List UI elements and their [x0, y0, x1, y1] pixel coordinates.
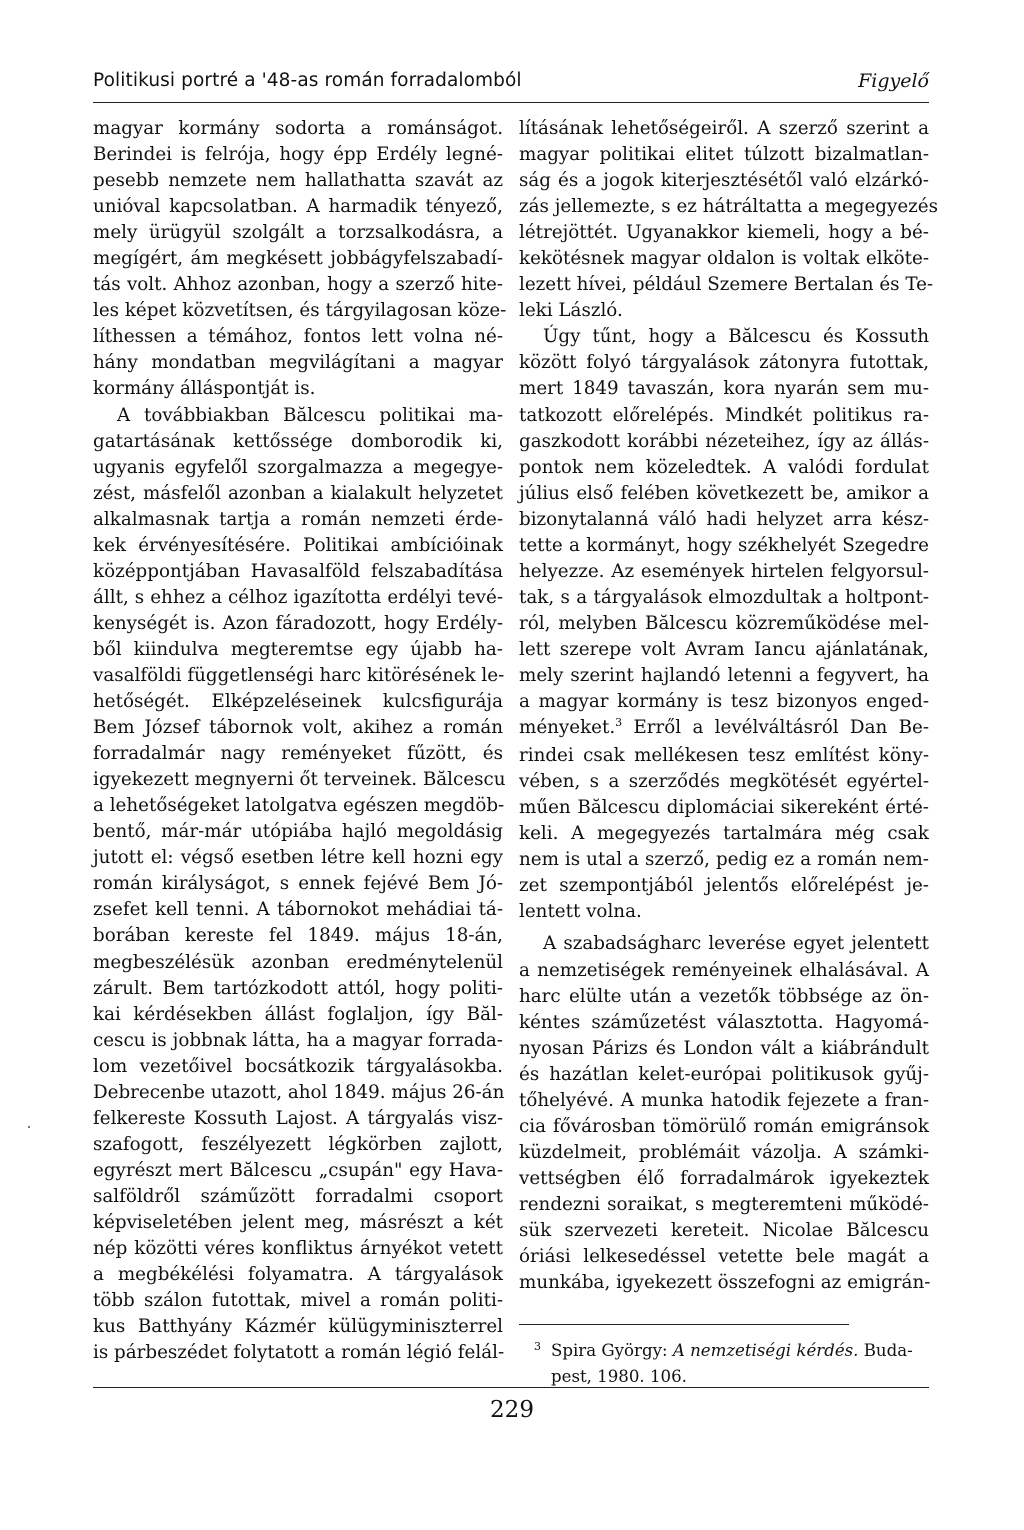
text-line: rindei csak mellékesen tesz említést köny-	[519, 745, 929, 767]
text-line: kéntes száműzetést választotta. Hagyomá-	[519, 1011, 929, 1033]
text-line: a magyar kormány is tesz bizonyos enged-	[519, 691, 929, 713]
text-line: kormány álláspontját is.	[93, 378, 316, 400]
text-line: több szálon futottak, mivel a román politi-	[93, 1290, 503, 1312]
text-line: Debrecenbe utazott, ahol 1849. május 26-án	[93, 1081, 505, 1103]
text-line: keli. A megegyezés tartalmára még csak	[519, 823, 929, 845]
text-line: megígért, ám megkésett jobbágyfelszabadí-	[93, 248, 503, 270]
text-line: ből kiindulva megteremtse egy újabb ha-	[93, 638, 503, 660]
text-line: pontok nem közeledtek. A valódi fordulat	[519, 456, 929, 478]
text-line: Berindei is felrója, hogy épp Erdély legné-	[93, 144, 503, 166]
section-name: Figyelő	[858, 70, 929, 92]
text-line: magyar politikai elitet túlzott bizalmatlan-	[519, 144, 929, 166]
text-line: a megbékélési folyamatra. A tárgyalások	[93, 1264, 503, 1286]
text-fragment: Erről a levélváltásról Dan Be-	[622, 717, 929, 739]
text-line: jutott el: végső esetben létre kell hozni egy	[93, 847, 503, 869]
text-line: zárult. Bem tartózkodott attól, hogy politi-	[93, 977, 503, 999]
footnote-line: pest, 1980. 106.	[551, 1367, 687, 1386]
text-line: kus Batthyány Kázmér külügyminiszterrel	[93, 1316, 503, 1338]
text-fragment: ményeket.	[519, 717, 616, 739]
text-line: A továbbiakban Bălcescu politikai ma-	[117, 404, 503, 426]
text-line: hetőségét. Elképzeléseinek kulcsfigurája	[93, 691, 503, 713]
text-line: vettségben élő forradalmárok igyekeztek	[519, 1167, 929, 1189]
text-line: forradalmár nagy reményeket fűzött, és	[93, 743, 503, 765]
text-line: zsefet kell tenni. A tábornokot mehádiai tá-	[93, 899, 503, 921]
text-line: kekötésnek magyar oldalon is voltak elköte-	[519, 248, 929, 270]
text-line: mert 1849 tavaszán, kora nyarán sem mu-	[519, 378, 929, 400]
text-line: harc elülte után a vezetők többsége az ön-	[519, 985, 929, 1007]
text-line: vasalföldi függetlenségi harc kitörésének le-	[93, 664, 505, 686]
text-line: kek érvényesítésére. Politikai ambícióinak	[93, 534, 503, 556]
text-line: hány mondatban megvilágítani a magyar	[93, 352, 503, 374]
text-line: cescu is jobbnak látta, ha a magyar forrada-	[93, 1029, 503, 1051]
text-line: alkalmasnak tartja a román nemzeti érde-	[93, 508, 503, 530]
left-column	[93, 116, 507, 1366]
footnote	[519, 1339, 929, 1389]
text-line: bizonytalanná váló hadi helyzet arra kész-	[519, 508, 929, 530]
text-line: felkereste Kossuth Lajost. A tárgyalás visz-	[93, 1107, 503, 1129]
text-line: unióval kapcsolatban. A harmadik tényező,	[93, 196, 503, 218]
text-line: borában kereste fel 1849. május 18-án,	[93, 925, 503, 947]
text-line: megbeszélésük azonban eredménytelenül	[93, 951, 503, 973]
text-line: és hazátlan kelet-európai politikusok gyűj-	[519, 1063, 929, 1085]
text-line: A szabadságharc leverése egyet jelentett	[543, 933, 929, 955]
text-line: lett szerepe volt Avram Iancu ajánlatának,	[519, 638, 929, 660]
text-line: szafogott, feszélyezett légkörben zajlott,	[93, 1133, 503, 1155]
text-line: munkába, igyekezett összefogni az emigrán-	[519, 1272, 931, 1294]
text-line: rendezni soraikat, s megteremteni működé-	[519, 1193, 929, 1215]
text-line: mely ürügyül szolgált a torzsalkodásra, a	[93, 222, 503, 244]
text-line: zás jellemezte, s ez hátráltatta a megegyezés	[519, 196, 938, 218]
text-line: nép közötti véres konfliktus árnyékot vetett	[93, 1238, 503, 1260]
footnote-title: A nemzetiségi kérdés.	[672, 1341, 859, 1360]
text-line: állt, s ehhez a célhoz igazította erdélyi tevé-	[93, 586, 503, 608]
text-line: lentett volna.	[519, 901, 642, 923]
text-line: nyosan Párizs és London vált a kiábrándult	[519, 1037, 929, 1059]
text-line: is párbeszédet folytatott a román légió felál-	[93, 1342, 505, 1364]
text-line: nem is utal a szerző, pedig ez a román nem-	[519, 849, 929, 871]
text-line: képviseletében jelent meg, másrészt a két	[93, 1211, 503, 1233]
text-line: Úgy tűnt, hogy a Bălcescu és Kossuth	[543, 326, 929, 348]
text-line: középpontjában Havasalföld felszabadítása	[93, 560, 503, 582]
text-line: salföldről száműzött forradalmi csoport	[93, 1185, 503, 1207]
bottom-rule	[93, 1387, 929, 1388]
text-line: cia fővárosban tömörülő román emigránsok	[519, 1115, 929, 1137]
footnote-place: Buda-	[858, 1341, 913, 1360]
text-line: zést, másfelől azonban a kialakult helyzetet	[93, 482, 503, 504]
text-line: tatkozott előrelépés. Mindkét politikus ra-	[519, 404, 929, 426]
text-line: kai kérdésekben állást foglaljon, így Băl-	[93, 1003, 503, 1025]
text-line: pesebb nemzete nem hallathatta szavát az	[93, 170, 503, 192]
text-line: óriási lelkesedéssel vetette bele magát a	[519, 1246, 929, 1268]
text-line: igyekezett megnyerni őt terveinek. Bălcescu	[93, 769, 506, 791]
scan-speck	[28, 1126, 30, 1128]
text-line: sük szervezeti kereteit. Nicolae Bălcescu	[519, 1219, 929, 1241]
text-line: kenységét is. Azon fáradozott, hogy Erdély-	[93, 612, 503, 634]
text-line: gatartásának kettőssége domborodik ki,	[93, 430, 503, 452]
text-line: leki László.	[519, 300, 623, 322]
text-line: ugyanis egyfelől szorgalmazza a megegye-	[93, 456, 503, 478]
text-line: július első felében következett be, amikor a	[519, 482, 929, 504]
text-line: tás volt. Ahhoz azonban, hogy a szerző hite-	[93, 274, 503, 296]
text-line: Bem József tábornok volt, akihez a román	[93, 717, 503, 739]
text-line: líthessen a témához, fontos lett volna né-	[93, 326, 503, 348]
text-line: lításának lehetőségeiről. A szerző szerint a	[519, 118, 929, 139]
text-line: küzdelmeit, problémáit vázolja. A számki-	[519, 1141, 929, 1163]
text-line: mely szerint hajlandó letenni a fegyvert, ha	[519, 664, 929, 686]
text-line: tette a kormányt, hogy székhelyét Szegedre	[519, 534, 929, 556]
page-number: 229	[490, 1397, 534, 1423]
text-line: a lehetőségeket latolgatva egészen megdöb-	[93, 795, 505, 817]
text-line: gaszkodott korábbi nézeteihez, így az állás-	[519, 430, 929, 452]
text-line: műen Bălcescu diplomáciai sikereként érté-	[519, 797, 929, 819]
running-title: Politikusi portré a '48-as román forradalomból	[93, 70, 522, 91]
text-line: létrejöttét. Ugyanakkor kiemeli, hogy a bé-	[519, 222, 929, 244]
text-line: ság és a jogok kiterjesztésétől való elzárkó-	[519, 170, 929, 192]
text-line: tak, s a tárgyalások elmozdultak a holtpont-	[519, 586, 929, 608]
text-line: között folyó tárgyalások zátonyra futottak,	[519, 352, 929, 374]
text-line: les képet közvetítsen, és tárgyilagosan köze-	[93, 300, 507, 322]
text-line: lom vezetőivel bocsátkozik tárgyalásokba.	[93, 1055, 503, 1077]
text-line: román királyságot, s ennek fejévé Bem Jó-	[93, 873, 503, 895]
text-line: magyar kormány sodorta a románságot.	[93, 118, 503, 139]
footnote-line	[519, 1339, 929, 1365]
running-header	[93, 70, 929, 103]
text-line: helyezze. Az események hirtelen felgyorsul-	[519, 560, 929, 582]
text-line: egyrészt mert Bălcescu „csupán" egy Hava-	[93, 1159, 503, 1181]
text-line: zet szempontjából jelentős előrelépést je-	[519, 875, 929, 897]
footnote-author: Spira György:	[551, 1341, 673, 1360]
footnote-number: 3	[534, 1340, 541, 1353]
text-line: ról, melyben Bălcescu közreműködése mel-	[519, 612, 929, 634]
footnote-separator	[519, 1324, 849, 1325]
text-line: lezett hívei, például Szemere Bertalan és Te-	[519, 274, 934, 296]
text-line: a nemzetiségek reményeinek elhalásával. A	[519, 959, 929, 981]
footnote-reference[interactable]: 3	[615, 716, 623, 730]
text-line: tőhelyévé. A munka hatodik fejezete a fran-	[519, 1089, 929, 1111]
text-line: vében, s a szerződés megkötését egyértel-	[519, 771, 929, 793]
right-column	[519, 116, 938, 1296]
text-line-with-footnote-ref	[519, 715, 929, 743]
text-line: bentő, már-már utópiába hajló megoldásig	[93, 821, 503, 843]
